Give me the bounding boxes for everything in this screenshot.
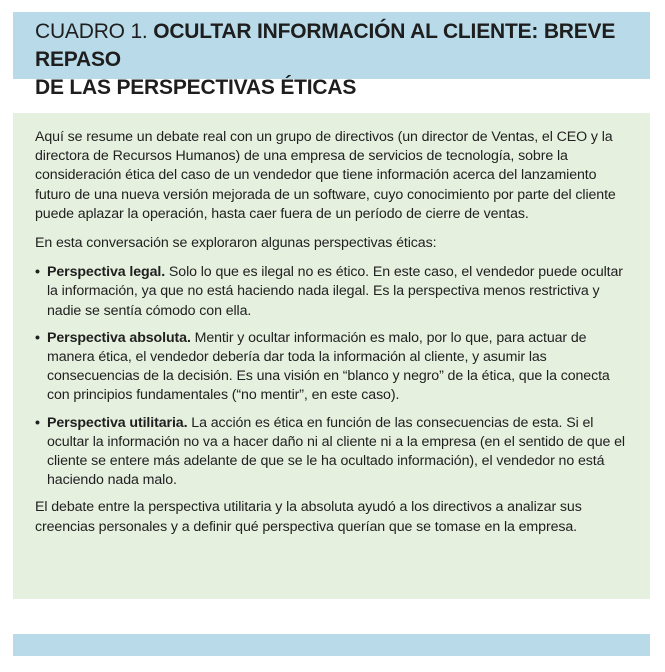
conclusion-paragraph: El debate entre la perspectiva utilitaria y la absoluta ayudó a los directivos a analizar sus creencias personales y a definir qué perspectiva querían que se tomase en la empresa. xyxy=(35,499,582,535)
desc-legal: Solo lo que es ilegal no es ético. En este caso, el vendedor puede ocultar la información, ya que no está haciendo nada ilegal. Es la perspectiva menos restrictiva y nadie se sentía cómodo con ella. xyxy=(47,264,623,319)
list-item-legal xyxy=(35,263,635,321)
box-title-line1: OCULTAR INFORMACIÓN AL CLIENTE: BREVE REPASO xyxy=(35,20,616,71)
term-absoluta: Perspectiva absoluta. xyxy=(47,329,191,346)
list-item-utilitaria xyxy=(35,414,635,491)
bullet-icon: • xyxy=(35,264,40,281)
perspectives-list xyxy=(35,263,635,490)
desc-absoluta: Mentir y ocultar información es malo, por lo que, para actuar de manera ética, el vendedor debería dar toda la información al cliente, y asumir las consecuencias de la decisión. Es una visión en “blanco y negro” de la ética, que la conecta con principios fundamentales (“no mentir”, en este caso). xyxy=(47,329,610,404)
bullet-icon: • xyxy=(35,329,40,346)
box-header xyxy=(13,12,650,99)
box-number: CUADRO 1. xyxy=(35,20,148,43)
box-footer-bar xyxy=(13,634,650,656)
desc-utilitaria: La acción es ética en función de las consecuencias de esta. Si el ocultar la información no va a hacer daño ni al cliente ni a la empresa (en el sentido de que el cliente se entere más adelante de que se le ha ocultado información), el vendedor no está haciendo nada malo. xyxy=(47,414,625,489)
lead-paragraph: En esta conversación se exploraron algunas perspectivas éticas: xyxy=(35,235,437,252)
content-panel xyxy=(13,113,650,599)
content-body xyxy=(35,128,635,547)
box-title xyxy=(35,18,645,102)
intro-paragraph: Aquí se resume un debate real con un grupo de directivos (un director de Ventas, el CEO y la directora de Recursos Humanos) de una empresa de servicios de tecnología, sobre la consideración ética del caso de un vendedor que tiene información acerca del lanzamiento futuro de una nueva versión mejorada de un software, cuyo conocimiento por parte del cliente puede aplazar la operación, hasta caer fuera de un período de cierre de ventas. xyxy=(35,129,616,222)
bullet-icon: • xyxy=(35,414,40,431)
term-utilitaria: Perspectiva utilitaria. xyxy=(47,414,188,431)
box-title-line2: DE LAS PERSPECTIVAS ÉTICAS xyxy=(35,76,357,99)
list-item-absoluta xyxy=(35,329,635,406)
term-legal: Perspectiva legal. xyxy=(47,264,166,281)
